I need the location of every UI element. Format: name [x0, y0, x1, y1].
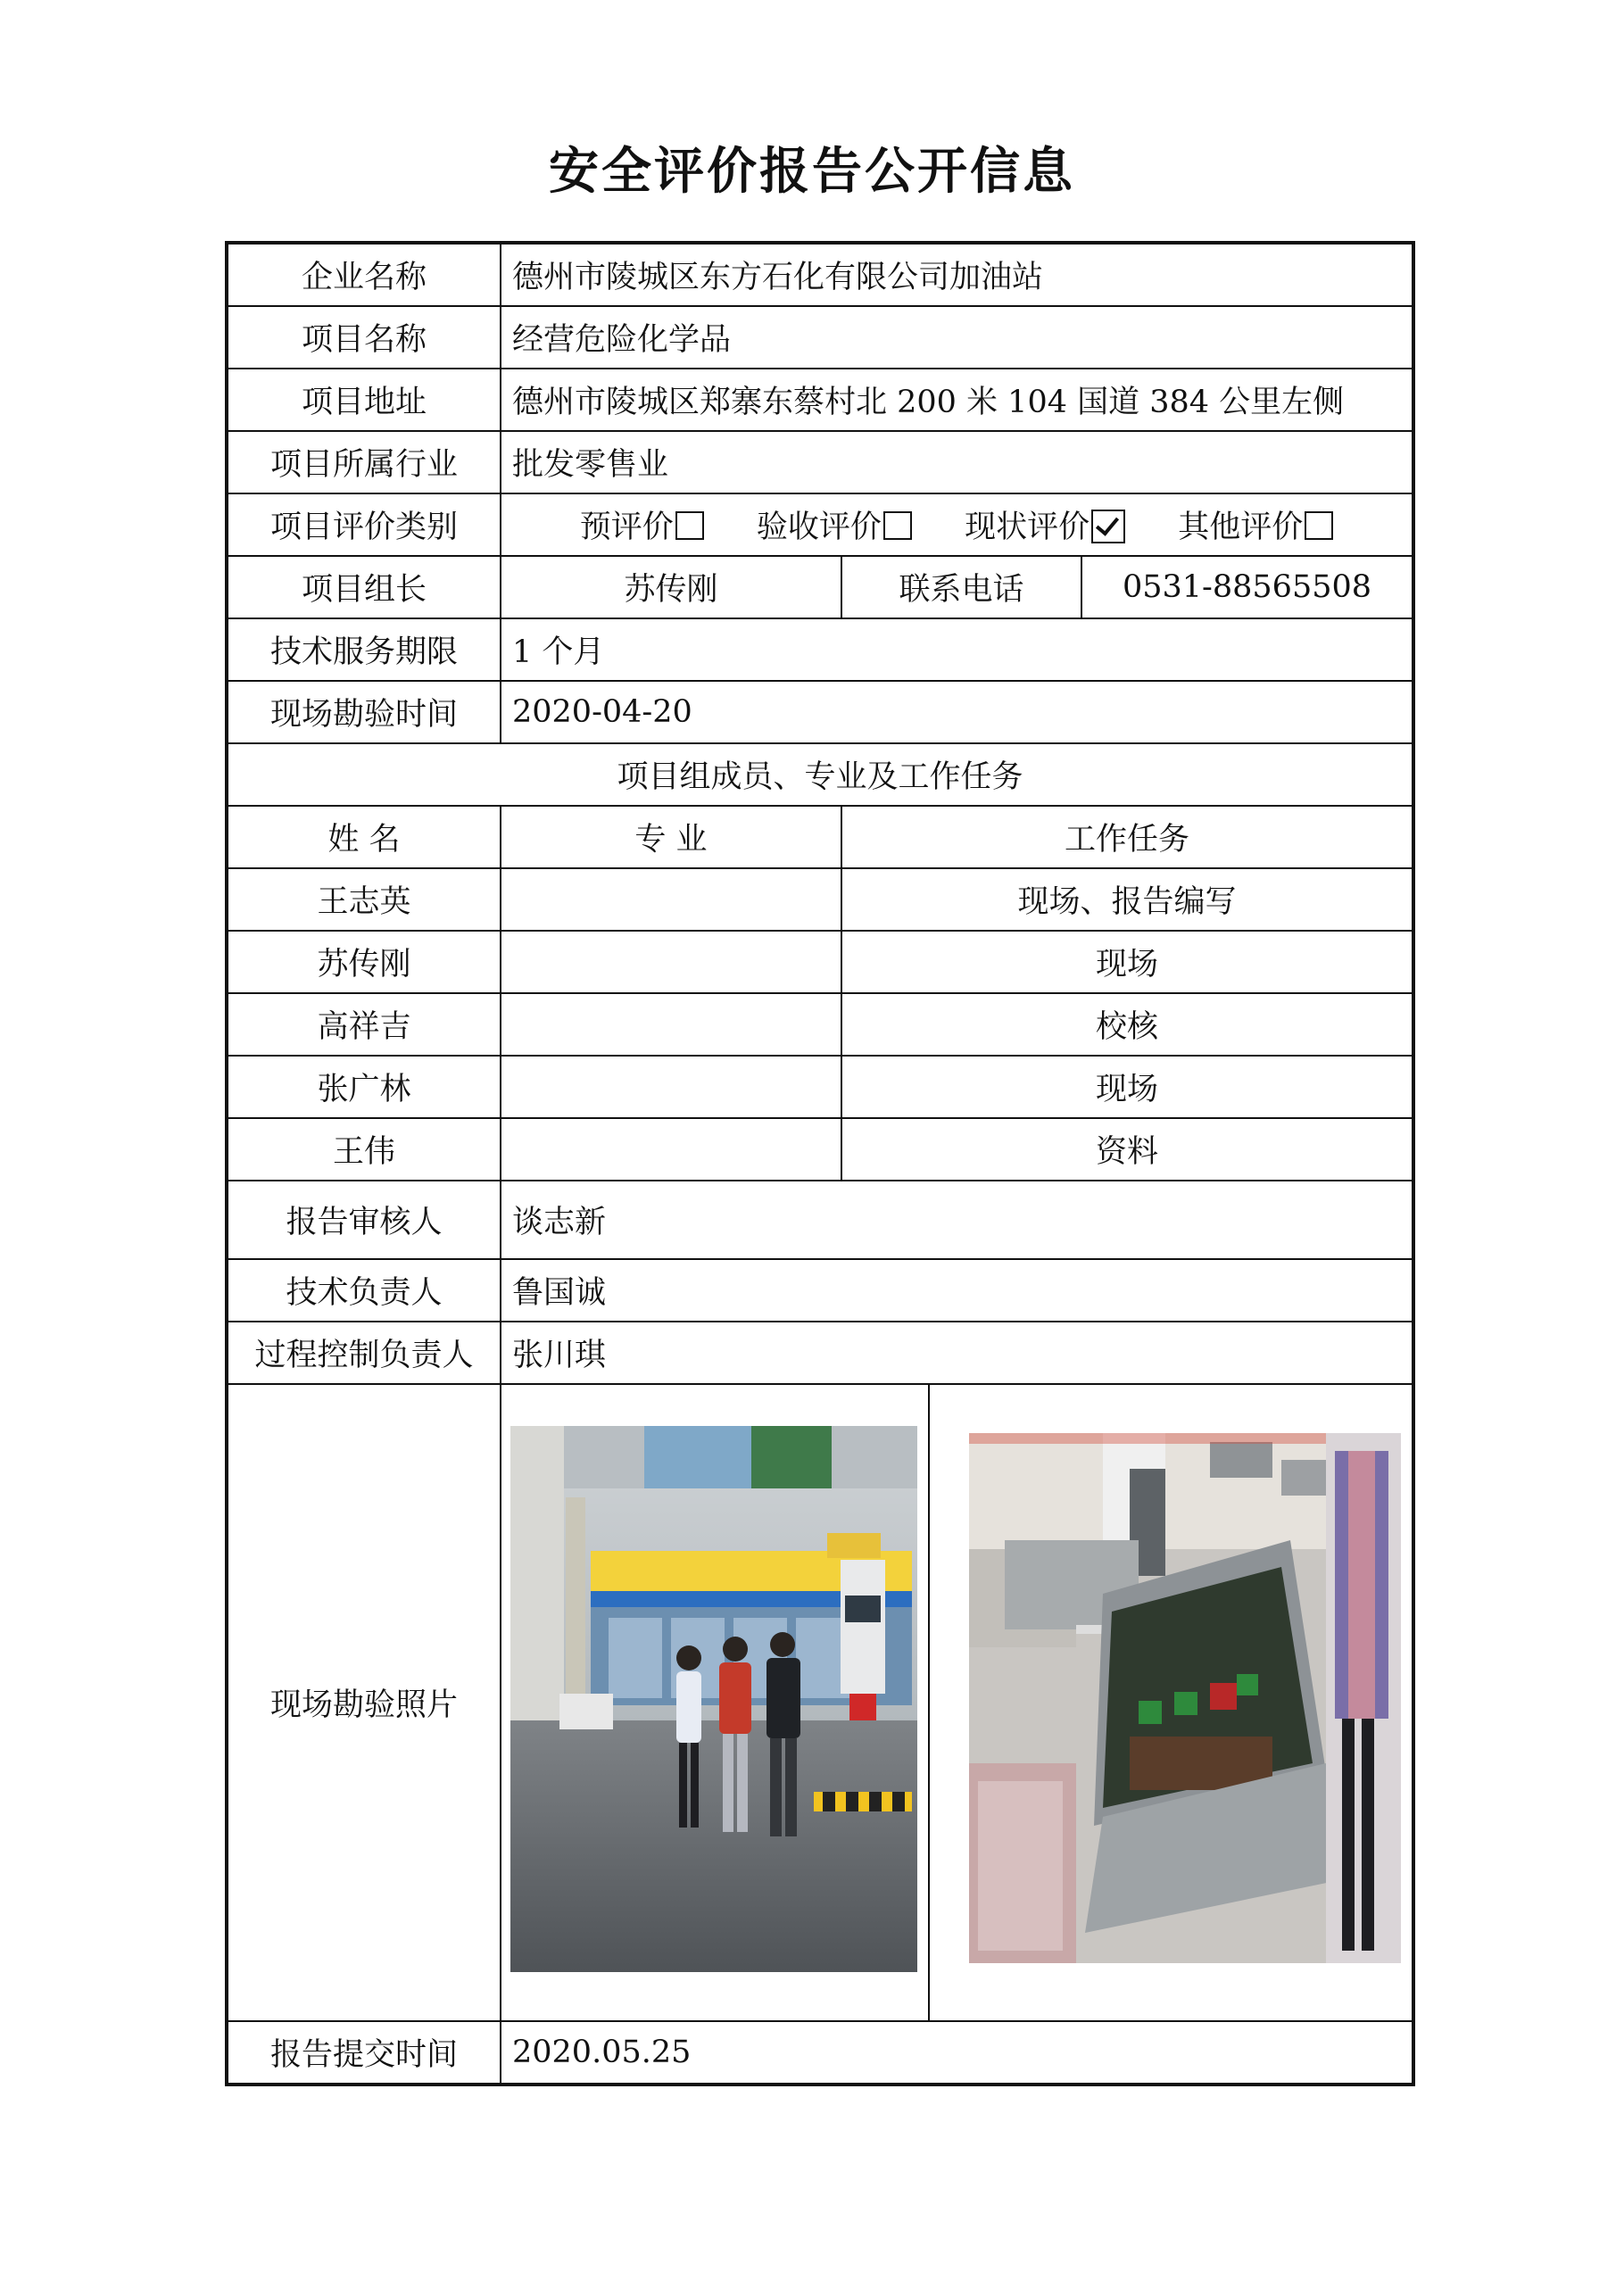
project-address-value: 德州市陵城区郑寨东蔡村北 200 米 104 国道 384 公里左侧 [501, 369, 1413, 431]
photo-right-cell [930, 1385, 1412, 2020]
eval-option-acceptance-label: 验收评价 [756, 510, 882, 545]
checkbox-checked-icon[interactable] [1091, 510, 1125, 543]
tech-lead-value: 鲁国诚 [501, 1259, 1413, 1322]
member-major [501, 931, 841, 993]
row-project-name [227, 306, 1413, 369]
member-task: 现场、报告编写 [841, 868, 1413, 931]
row-photos [227, 1384, 1413, 2021]
project-address-label: 项目地址 [227, 369, 501, 431]
company-label: 企业名称 [227, 243, 501, 306]
eval-option-other[interactable] [1178, 502, 1333, 547]
eval-option-current-label: 现状评价 [965, 510, 1090, 545]
member-row [227, 1118, 1413, 1181]
row-project-address [227, 369, 1413, 431]
document-title: 安全评价报告公开信息 [549, 143, 1075, 201]
row-company [227, 243, 1413, 306]
info-table [225, 241, 1415, 2086]
member-major [501, 1118, 841, 1181]
eval-option-current[interactable] [965, 502, 1125, 547]
submit-time-value: 2020.05.25 [501, 2021, 1413, 2085]
photo-left-cell [501, 1385, 930, 2020]
survey-time-value: 2020-04-20 [501, 681, 1413, 743]
service-period-value: 1 个月 [501, 618, 1413, 681]
member-name: 苏传刚 [227, 931, 501, 993]
reviewer-value: 谈志新 [501, 1181, 1413, 1259]
industry-value: 批发零售业 [501, 431, 1413, 493]
service-period-label: 技术服务期限 [227, 618, 501, 681]
row-survey-time [227, 681, 1413, 743]
row-process-lead [227, 1322, 1413, 1384]
site-photo-valve-box [969, 1433, 1401, 1963]
reviewer-label: 报告审核人 [227, 1181, 501, 1259]
row-members-header [227, 743, 1413, 806]
checkbox-empty-icon[interactable] [1305, 511, 1333, 540]
member-row [227, 868, 1413, 931]
project-name-label: 项目名称 [227, 306, 501, 369]
photos-label: 现场勘验照片 [227, 1384, 501, 2021]
member-major [501, 1056, 841, 1118]
member-row [227, 1056, 1413, 1118]
member-row [227, 993, 1413, 1056]
industry-label: 项目所属行业 [227, 431, 501, 493]
checkbox-empty-icon[interactable] [675, 511, 704, 540]
column-task: 工作任务 [841, 806, 1413, 868]
submit-time-label: 报告提交时间 [227, 2021, 501, 2085]
leader-label: 项目组长 [227, 556, 501, 618]
row-members-columns [227, 806, 1413, 868]
member-name: 高祥吉 [227, 993, 501, 1056]
row-reviewer [227, 1181, 1413, 1259]
phone-label: 联系电话 [841, 556, 1081, 618]
eval-type-options [501, 493, 1413, 556]
row-tech-lead [227, 1259, 1413, 1322]
project-name-value: 经营危险化学品 [501, 306, 1413, 369]
member-name: 王志英 [227, 868, 501, 931]
eval-option-other-label: 其他评价 [1178, 510, 1304, 545]
survey-time-label: 现场勘验时间 [227, 681, 501, 743]
row-eval-type [227, 493, 1413, 556]
checkbox-empty-icon[interactable] [883, 511, 912, 540]
phone-value: 0531-88565508 [1081, 556, 1413, 618]
row-leader [227, 556, 1413, 618]
eval-type-label: 项目评价类别 [227, 493, 501, 556]
company-value: 德州市陵城区东方石化有限公司加油站 [501, 243, 1413, 306]
row-service-period [227, 618, 1413, 681]
member-task: 现场 [841, 931, 1413, 993]
member-name: 王伟 [227, 1118, 501, 1181]
photos-cell [501, 1384, 1413, 2021]
member-major [501, 993, 841, 1056]
process-lead-value: 张川琪 [501, 1322, 1413, 1384]
site-photo-station [510, 1426, 917, 1972]
tech-lead-label: 技术负责人 [227, 1259, 501, 1322]
column-major: 专 业 [501, 806, 841, 868]
row-industry [227, 431, 1413, 493]
column-name: 姓 名 [227, 806, 501, 868]
member-row [227, 931, 1413, 993]
member-major [501, 868, 841, 931]
leader-value: 苏传刚 [501, 556, 841, 618]
eval-option-pre-label: 预评价 [579, 510, 674, 545]
member-task: 资料 [841, 1118, 1413, 1181]
row-submit-time [227, 2021, 1413, 2085]
eval-option-pre[interactable] [580, 502, 704, 547]
member-name: 张广林 [227, 1056, 501, 1118]
member-task: 校核 [841, 993, 1413, 1056]
member-task: 现场 [841, 1056, 1413, 1118]
process-lead-label: 过程控制负责人 [227, 1322, 501, 1384]
members-header: 项目组成员、专业及工作任务 [227, 743, 1413, 806]
eval-option-acceptance[interactable] [757, 502, 912, 547]
